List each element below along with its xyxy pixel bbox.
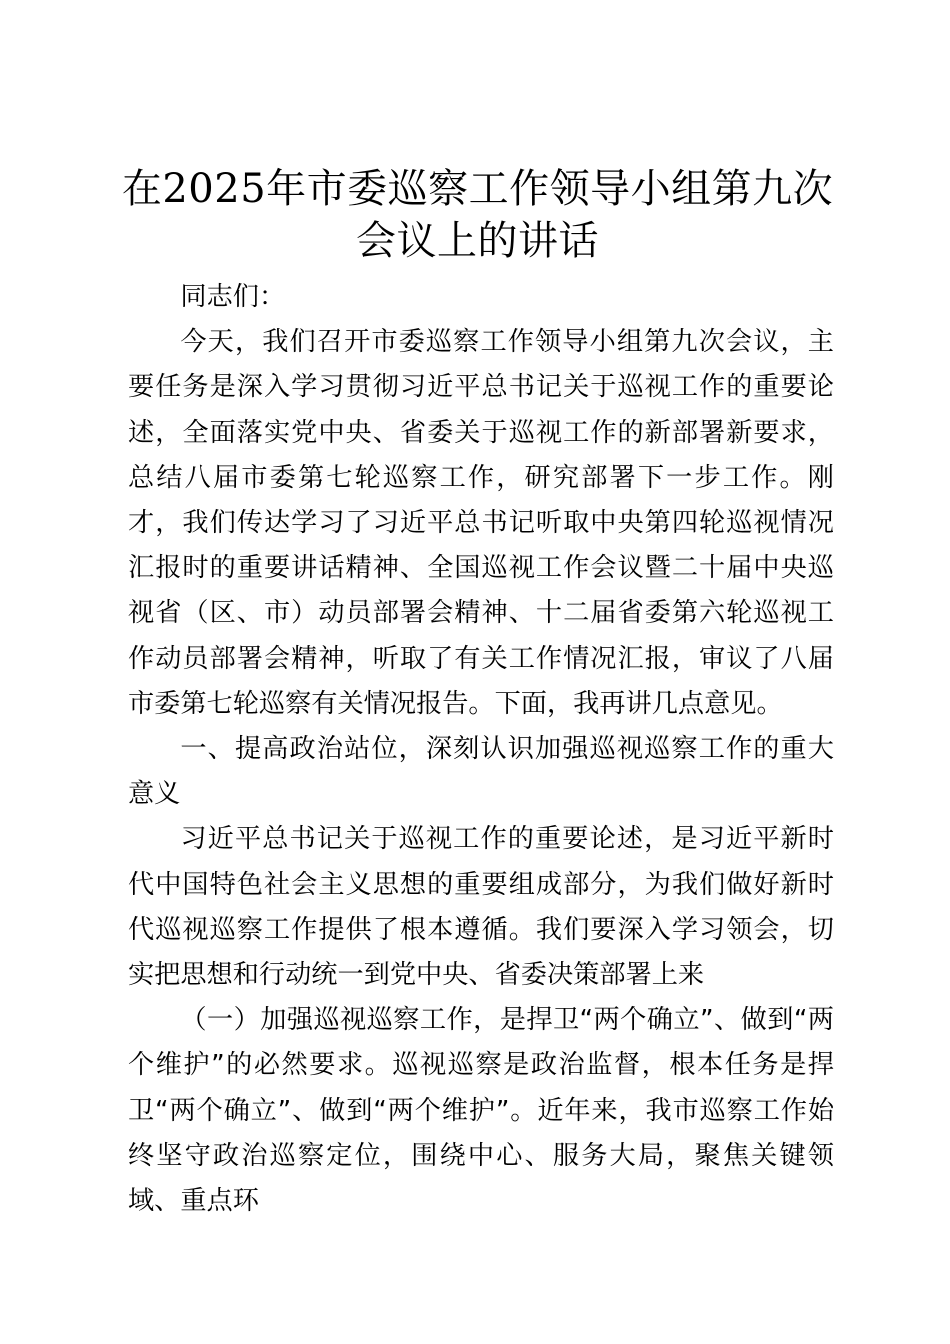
paragraph-section-1: 习近平总书记关于巡视工作的重要论述，是习近平新时代中国特色社会主义思想的重要组成部分，为我们做好新时代巡视巡察工作提供了根本遵循。我们要深入学习领会，切实把思想和行动统一到党中央、省委决策部署上来: [128, 824, 834, 991]
section-heading-1: 一、提高政治站位，深刻认识加强巡视巡察工作的重大意义: [128, 734, 834, 810]
document-body: [128, 275, 834, 1224]
salutation: 同志们：: [180, 282, 286, 312]
document-title: 在2025年市委巡察工作领导小组第九次会议上的讲话: [121, 166, 834, 264]
paragraph-intro: 今天，我们召开市委巡察工作领导小组第九次会议，主要任务是深入学习贯彻习近平总书记关于巡视工作的重要论述，全面落实党中央、省委关于巡视工作的新部署新要求，总结八届市委第七轮巡察工作，研究部署下一步工作。刚才，我们传达学习了习近平总书记听取中央第四轮巡视情况汇报时的重要讲话精神、全国巡视工作会议暨二十届中央巡视省（区、市）动员部署会精神、十二届省委第六轮巡视工作动员部署会精神，听取了有关工作情况汇报，审议了八届市委第七轮巡察有关情况报告。下面，我再讲几点意见。: [128, 327, 834, 719]
paragraph-subsection-1: （一）加强巡视巡察工作，是捍卫“两个确立”、做到“两个维护”的必然要求。巡视巡察是政治监督，根本任务是捍卫“两个确立”、做到“两个维护”。近年来，我市巡察工作始终坚守政治巡察定位，围绕中心、服务大局，聚焦关键领域、重点环: [128, 1005, 834, 1217]
